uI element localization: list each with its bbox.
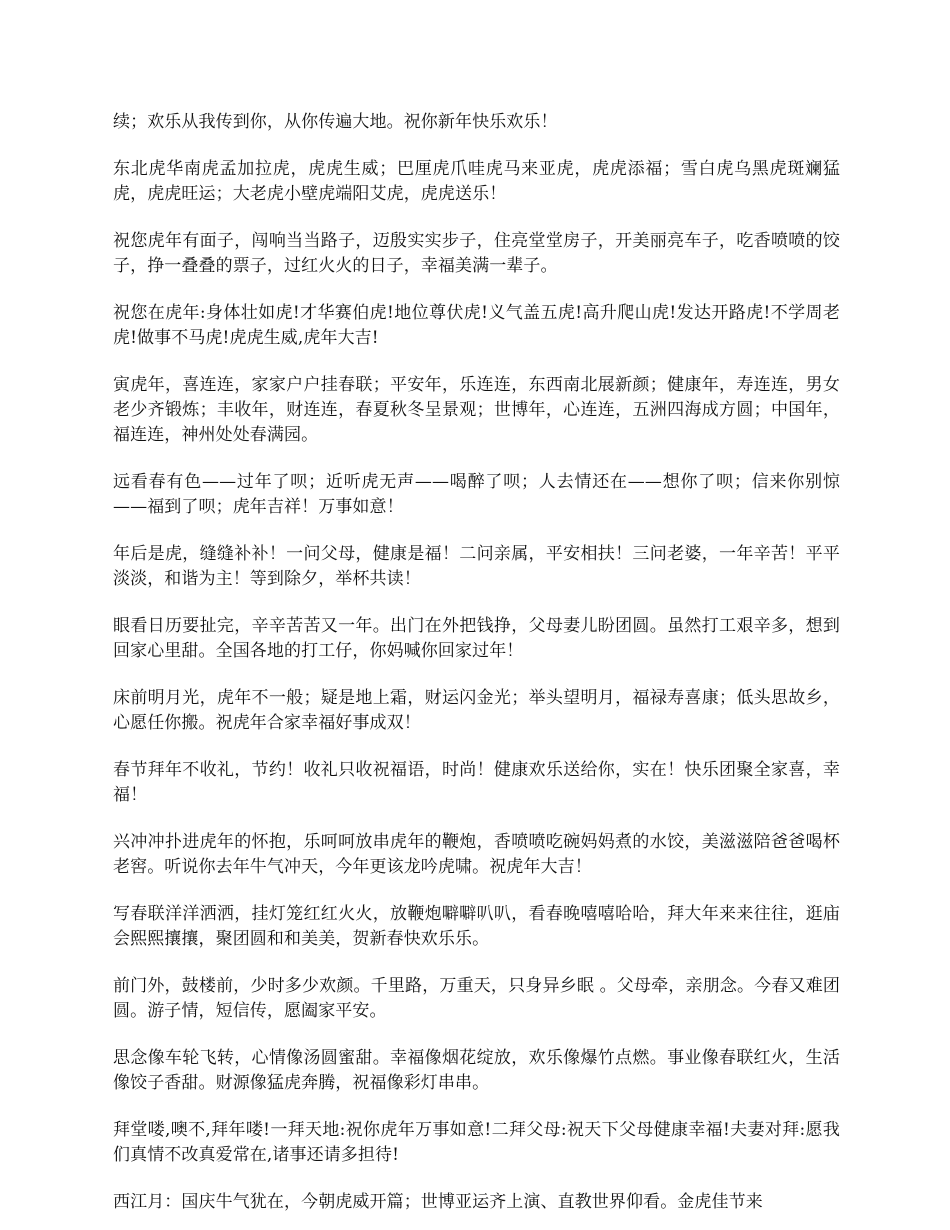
paragraph: 床前明月光，虎年不一般；疑是地上霜，财运闪金光；举头望明月，福禄寿喜康；低头思故乡，心愿任你搬。祝虎年合家幸福好事成双！ [113, 688, 840, 733]
paragraph: 西江月：国庆牛气犹在，今朝虎威开篇；世博亚运齐上演、直教世界仰看。金虎佳节来 [113, 1192, 763, 1212]
paragraph: 前门外，鼓楼前，少时多少欢颜。千里路，万重天，只身异乡眠 。父母牵，亲朋念。今春又难团圆。游子情，短信传，愿阖家平安。 [113, 976, 840, 1021]
paragraph: 祝您在虎年:身体壮如虎!才华赛伯虎!地位尊伏虎!义气盖五虎!高升爬山虎!发达开路虎!不学周老虎!做事不马虎!虎虎生威,虎年大吉! [113, 303, 840, 348]
paragraph: 寅虎年，喜连连，家家户户挂春联；平安年，乐连连，东西南北展新颜；健康年，寿连连，男女老少齐锻炼；丰收年，财连连，春夏秋冬呈景观；世博年，心连连，五洲四海成方圆；中国年，福连连，神州处处春满园。 [113, 375, 840, 445]
paragraph: 兴冲冲扑进虎年的怀抱，乐呵呵放串虎年的鞭炮，香喷喷吃碗妈妈煮的水饺，美滋滋陪爸爸喝杯老窖。听说你去年牛气冲天，今年更该龙吟虎啸。祝虎年大吉！ [113, 832, 840, 877]
paragraph: 写春联洋洋洒洒，挂灯笼红红火火，放鞭炮噼噼叭叭，看春晚嘻嘻哈哈，拜大年来来往往，逛庙会熙熙攘攘，聚团圆和和美美，贺新春快欢乐乐。 [113, 904, 840, 949]
paragraph: 年后是虎，缝缝补补！一问父母，健康是福！二问亲属，平安相扶！三问老婆，一年辛苦！平平淡淡，和谐为主！等到除夕，举杯共读！ [113, 544, 840, 589]
paragraph: 东北虎华南虎孟加拉虎，虎虎生威；巴厘虎爪哇虎马来亚虎，虎虎添福；雪白虎乌黑虎斑斓猛虎，虎虎旺运；大老虎小壁虎端阳艾虎，虎虎送乐！ [113, 159, 840, 204]
paragraph: 思念像车轮飞转，心情像汤圆蜜甜。幸福像烟花绽放，欢乐像爆竹点燃。事业像春联红火，生活像饺子香甜。财源像猛虎奔腾，祝福像彩灯串串。 [113, 1048, 840, 1093]
paragraph: 远看春有色——过年了呗；近听虎无声——喝醉了呗；人去情还在——想你了呗；信来你别惊——福到了呗；虎年吉祥！万事如意！ [113, 472, 840, 517]
paragraph: 春节拜年不收礼，节约！收礼只收祝福语，时尚！健康欢乐送给你，实在！快乐团聚全家喜，幸福！ [113, 760, 840, 805]
paragraph: 眼看日历要扯完，辛辛苦苦又一年。出门在外把钱挣，父母妻儿盼团圆。虽然打工艰辛多，想到回家心里甜。全国各地的打工仔，你妈喊你回家过年！ [113, 616, 840, 661]
paragraph: 拜堂喽,噢不,拜年喽!一拜天地:祝你虎年万事如意!二拜父母:祝天下父母健康幸福!夫妻对拜:愿我们真情不改真爱常在,诸事还请多担待! [113, 1120, 840, 1165]
paragraph: 祝您虎年有面子，闯响当当路子，迈殷实实步子，住亮堂堂房子，开美丽亮车子，吃香喷喷的饺子，挣一叠叠的票子，过红火火的日子，幸福美满一辈子。 [113, 231, 840, 276]
paragraph: 续；欢乐从我传到你，从你传遍大地。祝你新年快乐欢乐！ [113, 112, 558, 132]
